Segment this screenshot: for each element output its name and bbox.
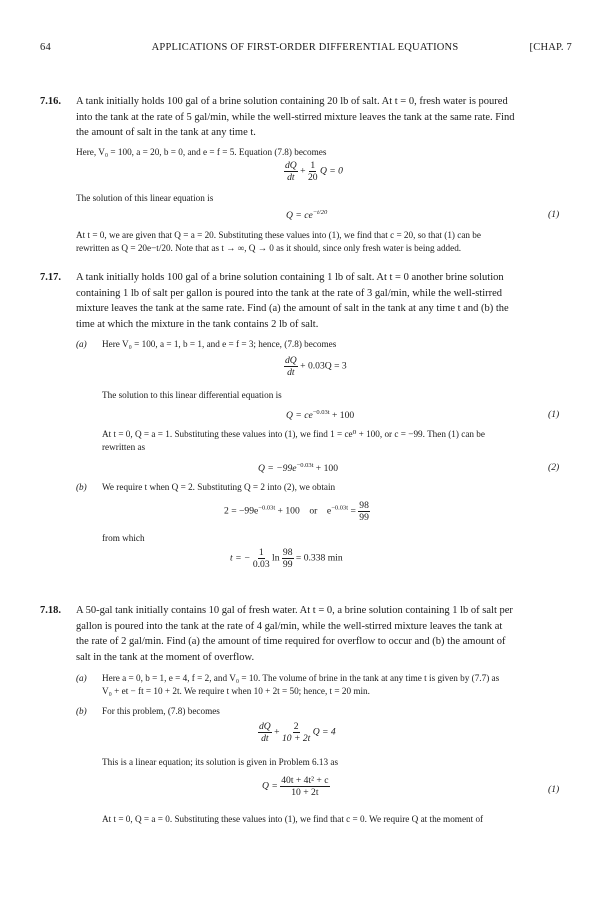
problem-number-7-16: 7.16. [40, 96, 61, 107]
solution-line: V₀ + et − ft = 10 + 2t. We require t when 10 + 2t = 50; hence, t = 20 min. [102, 686, 370, 696]
solution-line: The solution of this linear equation is [76, 193, 214, 203]
equation-tag: (1) [548, 409, 560, 420]
part-label-b: (b) [76, 482, 87, 492]
solution-line: rewritten as [102, 442, 146, 452]
problem-statement-7-16: A tank initially holds 100 gal of a brine solution containing 20 lb of salt. At t = 0, fresh water is poured into the tank at the rate of 5 gal/min, while the well-stirred mixture leaves the tank at the same rate. Find the amount of salt in the tank at any time t. [76, 96, 515, 138]
solution-line: We require t when Q = 2. Substituting Q = 2 into (2), we obtain [102, 482, 336, 492]
solution-line: Here V₀ = 100, a = 1, b = 1, and e = f = 3; hence, (7.8) becomes [102, 339, 337, 349]
solution-line: At t = 0, Q = a = 0. Substituting these values into (1), we find that c = 0. We require Q at the moment of [102, 814, 484, 824]
page-number: 64 [40, 42, 51, 53]
equation-solution-2: $Q = -99e^{-0.03t} + 100$ [258, 462, 338, 475]
solution-line: Here a = 0, b = 1, e = 4, f = 2, and V₀ = 10. The volume of brine in the tank at any time t is given by (7.7) as [102, 673, 500, 683]
solution-line: At t = 0, we are given that Q = a = 20. Substituting these values into (1), we find that c = 20, so that (1) can be [76, 230, 481, 240]
equation-de: $\frac{dQ}{dt}$ + $\frac{1}{20}$ Q = 0 [285, 160, 343, 183]
equation-tag: (1) [548, 209, 560, 220]
problem-number-7-18: 7.18. [40, 605, 61, 616]
solution-line: For this problem, (7.8) becomes [102, 706, 220, 716]
equation-condition: $2 = -99e^{-0.03t} + 100$ or $e^{-0.03t}$ = $\frac{98}{99}$ [224, 500, 369, 523]
solution-line: At t = 0, Q = a = 1. Substituting these values into (1), we find 1 = ce⁰ + 100, or c = −99. Then (1) can be [102, 429, 485, 439]
problem-statement-7-18: A 50-gal tank initially contains 10 gal of fresh water. At t = 0, a brine solution containing 1 lb of salt per gallon is poured into the tank at the rate of 4 gal/min, while the well-stirred mixture leaves the tank at the rate of 2 gal/min. Find (a) the amount of time required for overflow to occur and (b) the amount of salt in the tank at the moment of overflow. [76, 605, 513, 663]
equation-result: t = − $\frac{1}{0.03}$ ln $\frac{98}{99}$ = 0.338 min [230, 547, 343, 570]
part-label-b: (b) [76, 706, 87, 716]
equation-solution: Q = $\frac{\text{40t + 4t² + c}}{10 + 2t}$ [262, 775, 329, 798]
solution-line: from which [102, 533, 145, 543]
equation-solution: $Q = ce^{-t/20}$ [286, 209, 328, 222]
chapter-label: [CHAP. 7 [529, 42, 572, 53]
solution-line: The solution to this linear differential equation is [102, 390, 282, 400]
running-title: APPLICATIONS OF FIRST-ORDER DIFFERENTIAL EQUATIONS [151, 42, 459, 53]
equation-solution: $Q = ce^{-0.03t} + 100$ [286, 409, 355, 422]
equation-tag: (1) [548, 784, 560, 795]
part-label-a: (a) [76, 673, 87, 683]
equation-de: $\frac{dQ}{dt}$ + $\frac{2}{10 + 2t}$ Q = 4 [259, 721, 336, 744]
solution-line: Here, V₀ = 100, a = 20, b = 0, and e = f = 5. Equation (7.8) becomes [76, 147, 327, 157]
problem-number-7-17: 7.17. [40, 272, 61, 283]
part-label-a: (a) [76, 339, 87, 349]
solution-line: This is a linear equation; its solution is given in Problem 6.13 as [102, 757, 339, 767]
solution-line: rewritten as Q = 20e−t/20. Note that as t → ∞, Q → 0 as it should, since only fresh water is being added. [76, 243, 462, 253]
equation-tag: (2) [548, 462, 560, 473]
equation-de: $\frac{dQ}{dt}$ + 0.03Q = 3 [285, 355, 347, 378]
problem-statement-7-17: A tank initially holds 100 gal of a brine solution containing 1 lb of salt. At t = 0 another brine solution containing 1 lb of salt per gallon is poured into the tank at the rate of 3 gal/min, while the well-stirred mixture leaves the tank at the same rate. Find (a) the amount of salt in the tank at any time t and (b) the time at which the mixture in the tank contains 2 lb of salt. [76, 272, 509, 330]
